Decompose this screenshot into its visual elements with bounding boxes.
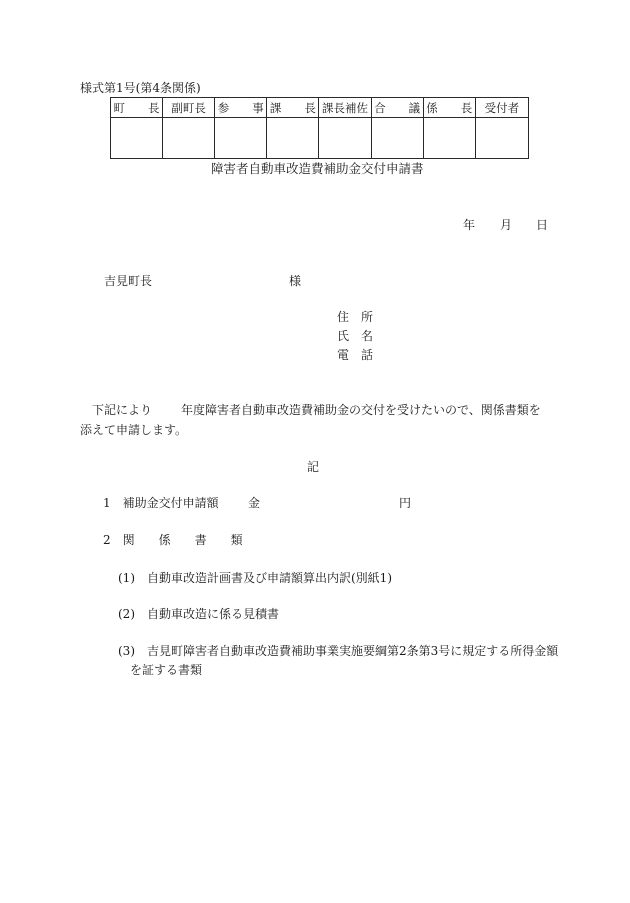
item1-yen: 円 (399, 496, 412, 510)
body-line1-suffix: 年度障害者自動車改造費補助金の交付を受けたいので、関係書類を (181, 403, 541, 417)
stamp-cell[interactable] (111, 118, 163, 159)
sub-item-1: (1) 自動車改造計画書及び申請額算出内訳(別紙1) (118, 571, 392, 585)
stamp-cell[interactable] (163, 118, 215, 159)
addressee-name: 吉見町長 (104, 274, 153, 288)
header-cell-mayor: 町 長 (111, 98, 163, 118)
header-cell-subsection-chief: 係 長 (423, 98, 475, 118)
header-cell-consultation: 合 議 (371, 98, 423, 118)
stamp-cell[interactable] (267, 118, 319, 159)
address-label: 住 所 (337, 310, 374, 324)
form-number: 様式第1号(第4条関係) (80, 81, 201, 95)
approval-stamp-table (110, 97, 529, 159)
header-cell-receptionist: 受付者 (475, 98, 528, 118)
body-line1-prefix: 下記により (92, 403, 153, 417)
stamp-cell[interactable] (215, 118, 267, 159)
phone-label: 電 話 (337, 348, 374, 362)
header-cell-section-chief: 課 長 (267, 98, 319, 118)
name-label: 氏 名 (337, 329, 374, 343)
document-title: 障害者自動車改造費補助金交付申請書 (211, 161, 424, 176)
stamp-cell[interactable] (371, 118, 423, 159)
stamp-cell[interactable] (423, 118, 475, 159)
header-cell-assistant-chief: 課長補佐 (319, 98, 371, 118)
item2-label: 2 関 係 書 類 (103, 533, 243, 547)
ki-heading: 記 (307, 460, 320, 474)
item1-label: 1 補助金交付申請額 (103, 496, 219, 510)
sub-item-3-line2: を証する書類 (130, 663, 203, 677)
header-cell-deputy-mayor: 副町長 (163, 98, 215, 118)
date-day-label: 日 (536, 218, 549, 232)
date-year-label: 年 (463, 218, 476, 232)
body-line2: 添えて申請します。 (80, 423, 188, 437)
item1-kin: 金 (248, 496, 261, 510)
date-month-label: 月 (500, 218, 513, 232)
stamp-cell[interactable] (319, 118, 371, 159)
stamp-cell[interactable] (475, 118, 528, 159)
sub-item-3-line1: (3) 吉見町障害者自動車改造費補助事業実施要綱第2条第3号に規定する所得金額 (118, 644, 559, 658)
header-cell-counselor: 参 事 (215, 98, 267, 118)
addressee-honorific: 様 (289, 274, 302, 288)
sub-item-2: (2) 自動車改造に係る見積書 (118, 607, 279, 621)
